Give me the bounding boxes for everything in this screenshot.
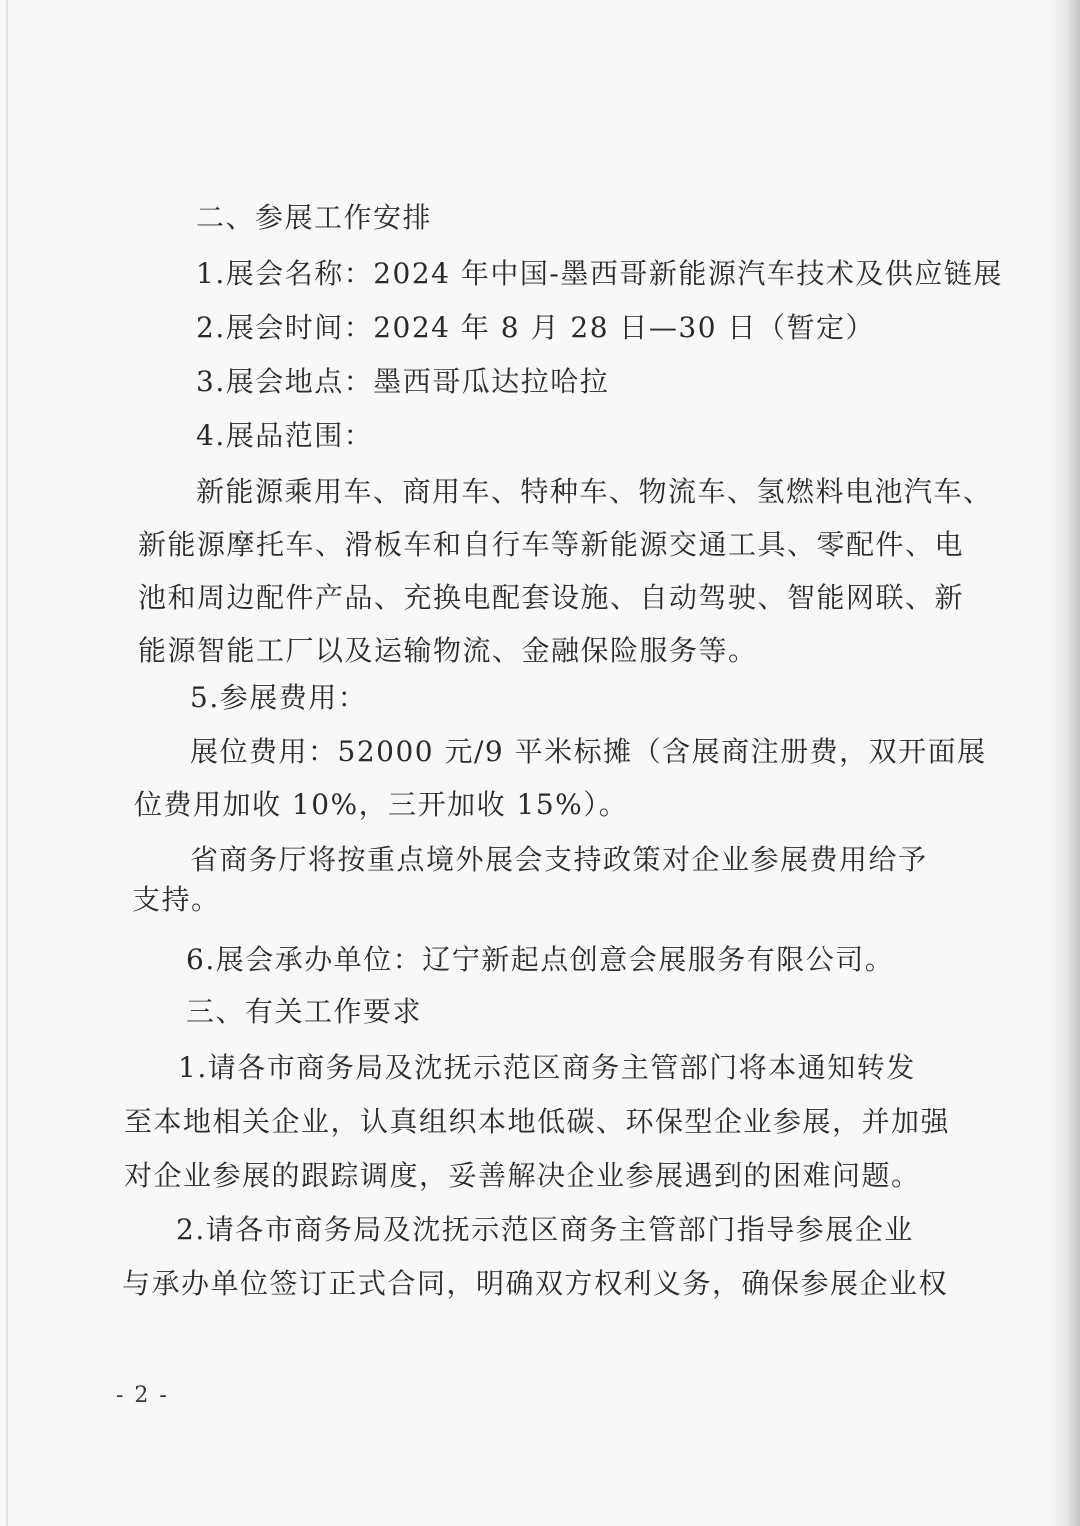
item-exhibition-fees: 5.参展费用： — [190, 681, 368, 714]
scan-edge-shadow — [1046, 0, 1080, 1526]
fee-line: 位费用加收 10%，三开加收 15%）。 — [134, 788, 629, 821]
scope-line: 新能源摩托车、滑板车和自行车等新能源交通工具、零配件、电 — [138, 528, 965, 561]
section3-heading: 三、有关工作要求 — [186, 995, 423, 1028]
item-exhibition-time: 2.展会时间：2024 年 8 月 28 日—30 日（暂定） — [196, 311, 875, 344]
section2-heading: 二、参展工作安排 — [196, 201, 433, 234]
requirement-line: 至本地相关企业，认真组织本地低碳、环保型企业参展，并加强 — [124, 1105, 951, 1138]
scope-line: 池和周边配件产品、充换电配套设施、自动驾驶、智能网联、新 — [138, 581, 965, 614]
item-organizer: 6.展会承办单位：辽宁新起点创意会展服务有限公司。 — [186, 943, 895, 976]
scope-line: 能源智能工厂以及运输物流、金融保险服务等。 — [138, 634, 758, 667]
fee-line: 展位费用：52000 元/9 平米标摊（含展商注册费，双开面展 — [190, 735, 987, 768]
item-exhibition-name: 1.展会名称：2024 年中国-墨西哥新能源汽车技术及供应链展 — [196, 257, 1003, 290]
support-line: 省商务厅将按重点境外展会支持政策对企业参展费用给予 — [190, 843, 928, 876]
item-exhibition-location: 3.展会地点：墨西哥瓜达拉哈拉 — [196, 365, 610, 398]
support-line: 支持。 — [132, 883, 221, 916]
requirement-line: 2.请各市商务局及沈抚示范区商务主管部门指导参展企业 — [176, 1213, 914, 1246]
requirement-line: 与承办单位签订正式合同，明确双方权利义务，确保参展企业权 — [122, 1267, 949, 1300]
requirement-line: 1.请各市商务局及沈抚示范区商务主管部门将本通知转发 — [178, 1051, 916, 1084]
requirement-line: 对企业参展的跟踪调度，妥善解决企业参展遇到的困难问题。 — [124, 1159, 921, 1192]
scope-line: 新能源乘用车、商用车、特种车、物流车、氢燃料电池汽车、 — [196, 475, 993, 508]
page-number: - 2 - — [116, 1383, 169, 1408]
item-exhibit-scope: 4.展品范围： — [196, 419, 374, 452]
scan-edge-left — [6, 0, 8, 1526]
